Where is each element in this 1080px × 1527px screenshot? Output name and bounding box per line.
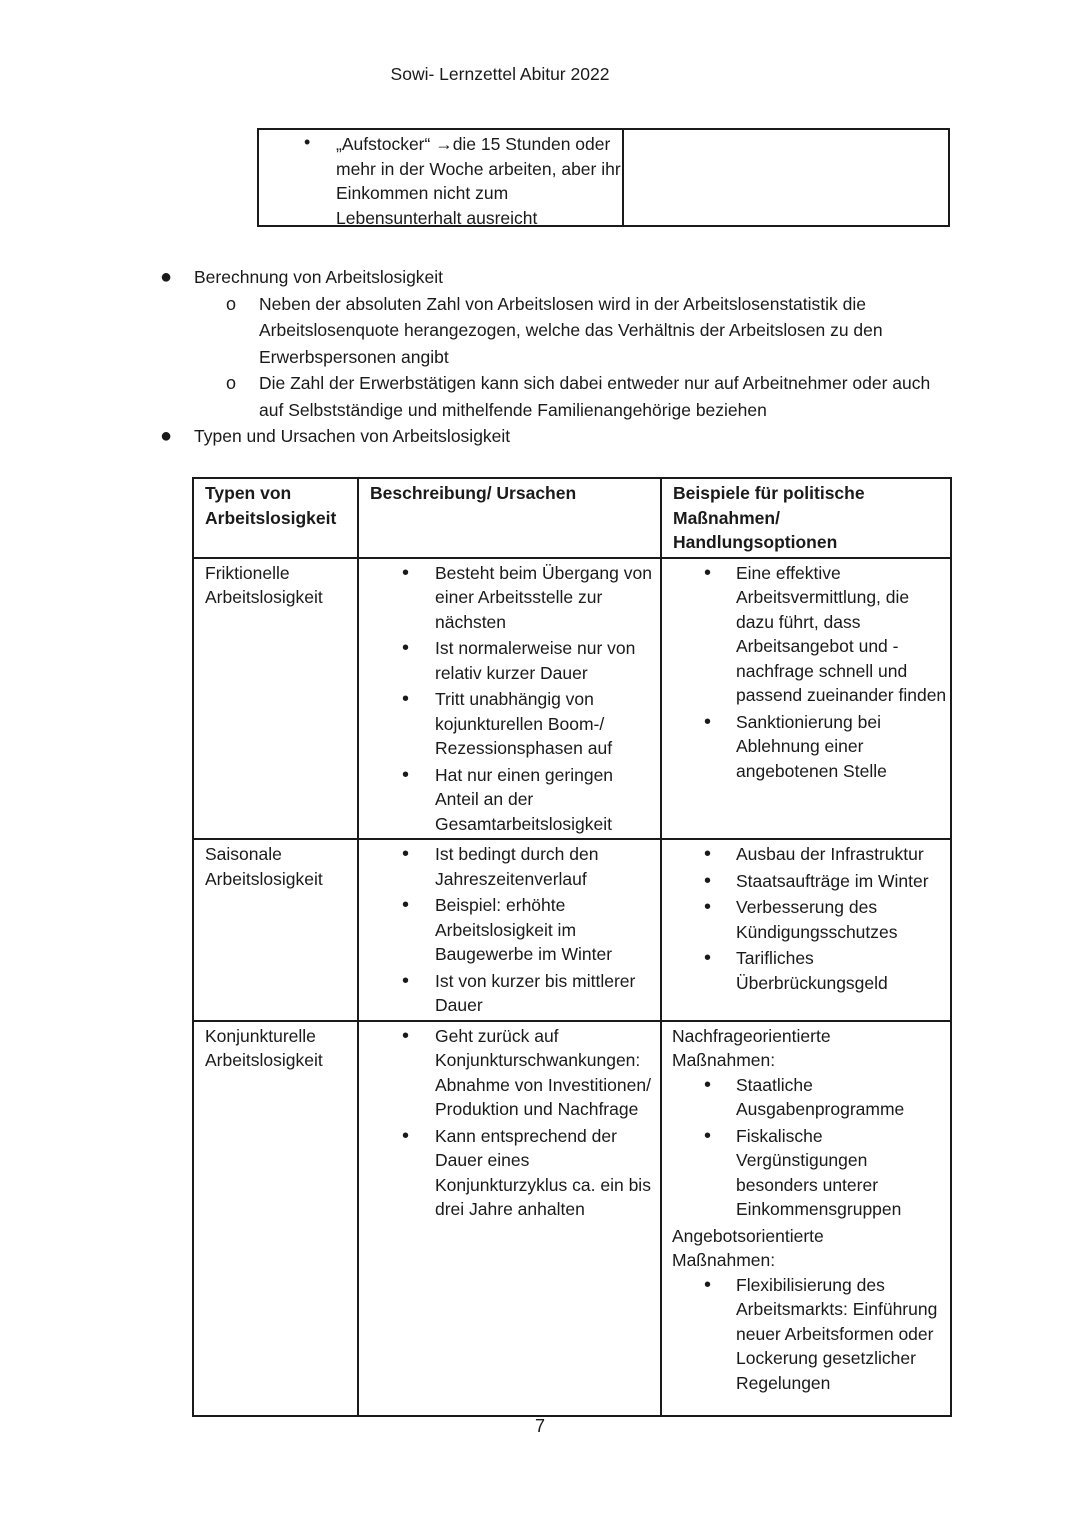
list-item: • Fiskalische Vergünstigungen besonders unterer Einkommensgruppen [662, 1124, 950, 1222]
table-row [193, 558, 951, 840]
measures-cell [661, 839, 951, 1021]
supply-label: Angebotsorientierte Maßnahmen: [672, 1225, 824, 1270]
continuation-table [257, 128, 950, 227]
list-item: • Tritt unabhängig von kojunkturellen Boom-/ Rezessionsphasen auf [359, 687, 660, 761]
list-item: • Kann entsprechend der Dauer eines Konjunkturzyklus ca. ein bis drei Jahre anhalten [359, 1124, 660, 1222]
list-item: • Beispiel: erhöhte Arbeitslosigkeit im Baugewerbe im Winter [359, 893, 660, 967]
circle-bullet-icon: o [226, 293, 237, 314]
sub-bullet-quote: o Neben der absoluten Zahl von Arbeitslosen wird in der Arbeitslosenstatistik die Arbeitslosenquote herangezogen, welche das Verhältnis der Arbeitslosen zu den Erwerbspersonen angibt [0, 291, 1000, 371]
bullet-berechnung: ● Berechnung von Arbeitslosigkeit [0, 264, 1000, 291]
list-item: • Ist bedingt durch den Jahreszeitenverlauf [359, 842, 660, 891]
table-header-row [193, 478, 951, 558]
list-item: • Hat nur einen geringen Anteil an der Gesamtarbeitslosigkeit [359, 763, 660, 837]
bullet-icon: • [304, 132, 311, 152]
type-cell: Konjunkturelle Arbeitslosigkeit [193, 1021, 358, 1416]
continuation-cell-right [624, 130, 948, 225]
table-row [193, 1021, 951, 1416]
list-item: • Geht zurück auf Konjunkturschwankungen: Abnahme von Investitionen/ Produktion und Nachfrage [359, 1024, 660, 1122]
list-item: • Ist normalerweise nur von relativ kurzer Dauer [359, 636, 660, 685]
list-item: • Ausbau der Infrastruktur [662, 842, 950, 867]
sub-bullet-erwerbstaetige: o Die Zahl der Erwerbstätigen kann sich dabei entweder nur auf Arbeitnehmer oder auch auf Selbstständige und mithelfende Familienangehörige beziehen [0, 370, 1000, 423]
list-item: • Staatsaufträge im Winter [662, 869, 950, 894]
header-cell: Typen von Arbeitslosigkeit [193, 478, 358, 558]
page-number: 7 [534, 1416, 545, 1436]
list-item: • Besteht beim Übergang von einer Arbeitsstelle zur nächsten [359, 561, 660, 635]
unemployment-types-table [192, 477, 952, 1417]
list-item: • Tarifliches Überbrückungsgeld [662, 946, 950, 995]
type-cell: Friktionelle Arbeitslosigkeit [193, 558, 358, 840]
header-cell: Beschreibung/ Ursachen [358, 478, 661, 558]
list-item: • Flexibilisierung des Arbeitsmarkts: Einführung neuer Arbeitsformen oder Lockerung gesetzlicher Regelungen [662, 1273, 950, 1396]
bullet-icon: ● [160, 425, 173, 447]
demand-label: Nachfrageorientierte Maßnahmen: [672, 1025, 831, 1070]
page-header: Sowi- Lernzettel Abitur 2022 [390, 64, 610, 84]
circle-bullet-icon: o [226, 373, 237, 393]
header-cell: Beispiele für politische Maßnahmen/ Handlungsoptionen [661, 478, 951, 558]
text-section [0, 264, 1000, 450]
list-item: • Eine effektive Arbeitsvermittlung, die dazu führt, dass Arbeitsangebot und -nachfrage schnell und passend zueinander finden [662, 561, 950, 708]
causes-cell [358, 839, 661, 1021]
list-item: • Verbesserung des Kündigungsschutzes [662, 895, 950, 944]
list-item: • Ist von kurzer bis mittlerer Dauer [359, 969, 660, 1018]
measures-cell [661, 558, 951, 840]
list-item: • Sanktionierung bei Ablehnung einer angebotenen Stelle [662, 710, 950, 784]
measures-cell [661, 1021, 951, 1416]
continuation-cell-left [259, 130, 624, 228]
causes-cell [358, 558, 661, 840]
aufstocker-text: „Aufstocker“ →die 15 Stunden oder mehr in der Woche arbeiten, aber ihr Einkommen nicht zum Lebensunterhalt ausreicht [336, 134, 621, 228]
causes-cell [358, 1021, 661, 1416]
table-row [193, 839, 951, 1021]
bullet-icon: ● [160, 266, 173, 288]
type-cell: Saisonale Arbeitslosigkeit [193, 839, 358, 1021]
bullet-typen: ● Typen und Ursachen von Arbeitslosigkeit [0, 423, 1000, 450]
list-item: • Staatliche Ausgabenprogramme [662, 1073, 950, 1122]
